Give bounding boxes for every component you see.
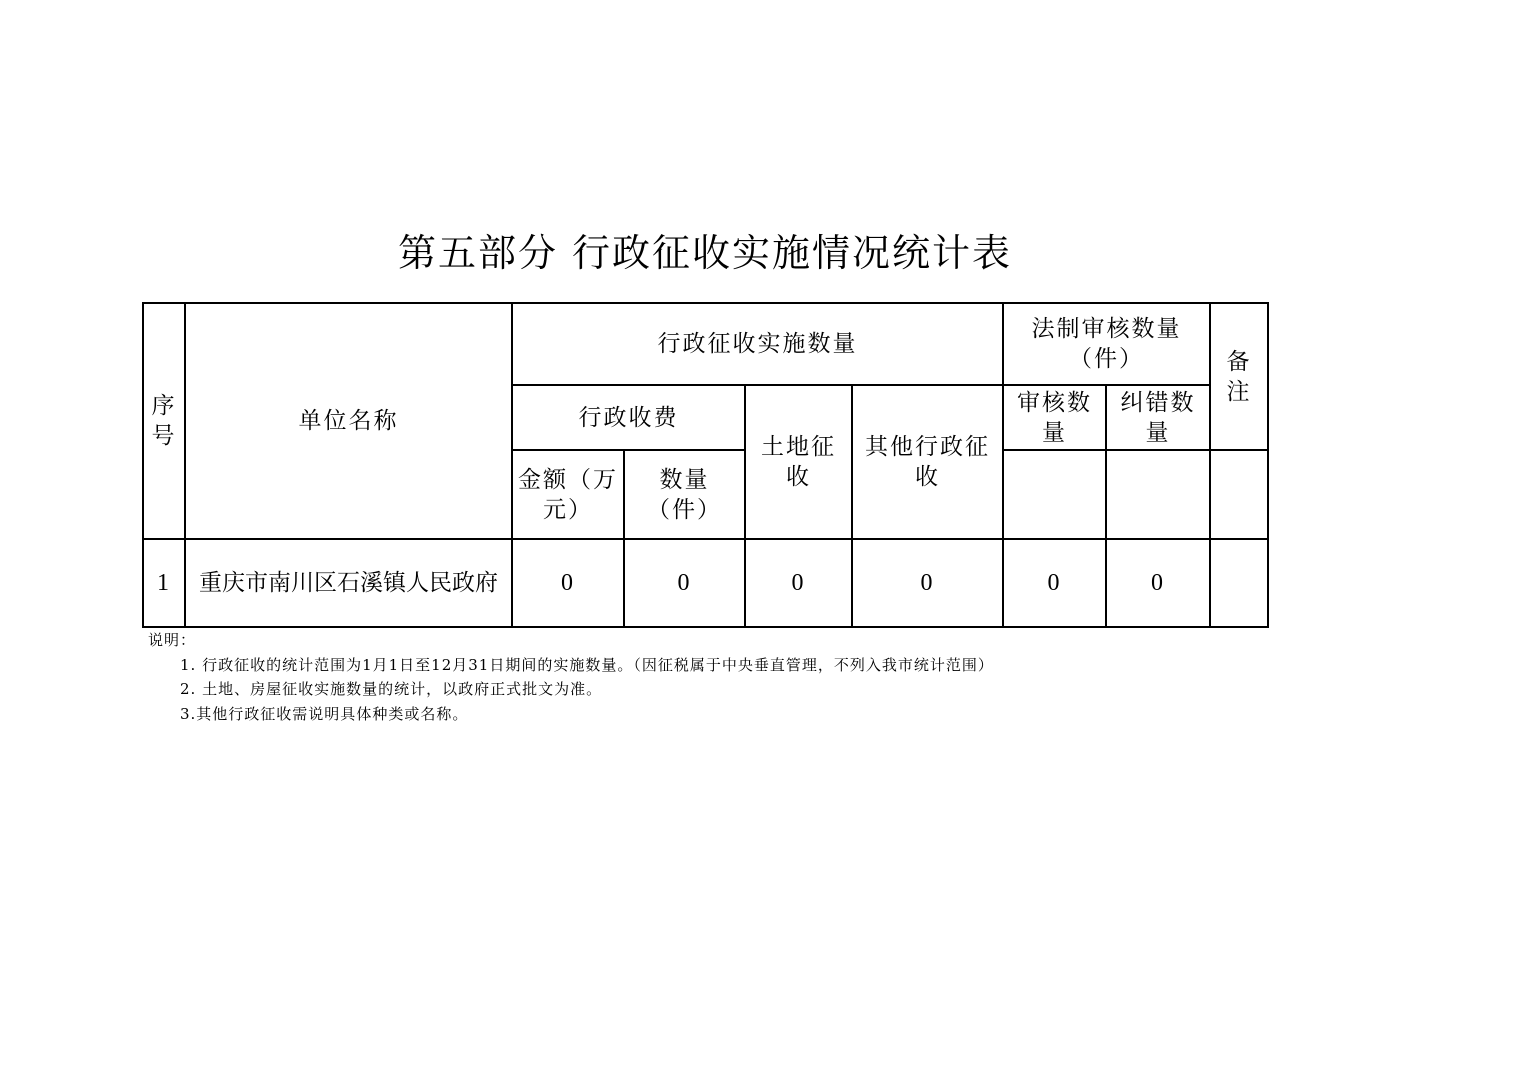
row-remark xyxy=(1210,539,1268,627)
header-remark: 备注 xyxy=(1210,303,1268,450)
note-item: 1. 行政征收的统计范围为1月1日至12月31日期间的实施数量。（因征税属于中央垂直管理，不列入我市统计范围） xyxy=(180,655,994,674)
header-other-collection: 其他行政征收 xyxy=(852,385,1003,539)
header-quantity: 数量（件） xyxy=(624,450,745,539)
empty-cell xyxy=(1106,450,1210,539)
row-correction-count: 0 xyxy=(1106,539,1210,627)
notes-heading: 说明： xyxy=(148,631,197,649)
header-unit-name: 单位名称 xyxy=(185,303,512,539)
row-other: 0 xyxy=(852,539,1003,627)
header-land-collection: 土地征收 xyxy=(745,385,852,539)
header-admin-fee: 行政收费 xyxy=(512,385,745,450)
header-correction-count: 纠错数量 xyxy=(1106,385,1210,450)
row-seq: 1 xyxy=(143,539,185,627)
row-unit-name: 重庆市南川区石溪镇人民政府 xyxy=(185,539,512,627)
row-land: 0 xyxy=(745,539,852,627)
note-item: 2. 土地、房屋征收实施数量的统计，以政府正式批文为准。 xyxy=(180,680,603,698)
row-quantity: 0 xyxy=(624,539,745,627)
header-review-count: 审核数量 xyxy=(1003,385,1106,450)
empty-cell xyxy=(1210,450,1268,539)
note-item: 3.其他行政征收需说明具体种类或名称。 xyxy=(180,704,469,723)
table-row xyxy=(143,539,1268,627)
row-review-count: 0 xyxy=(1003,539,1106,627)
header-amount: 金额（万元） xyxy=(512,450,624,539)
header-impl-count: 行政征收实施数量 xyxy=(512,303,1003,385)
header-legal-review: 法制审核数量（件） xyxy=(1003,303,1210,385)
empty-cell xyxy=(1003,450,1106,539)
notes-section xyxy=(148,628,994,726)
row-amount: 0 xyxy=(512,539,624,627)
header-seq: 序号 xyxy=(143,303,185,539)
statistics-table xyxy=(142,302,1269,628)
page-title: 第五部分 行政征收实施情况统计表 xyxy=(397,231,1013,275)
